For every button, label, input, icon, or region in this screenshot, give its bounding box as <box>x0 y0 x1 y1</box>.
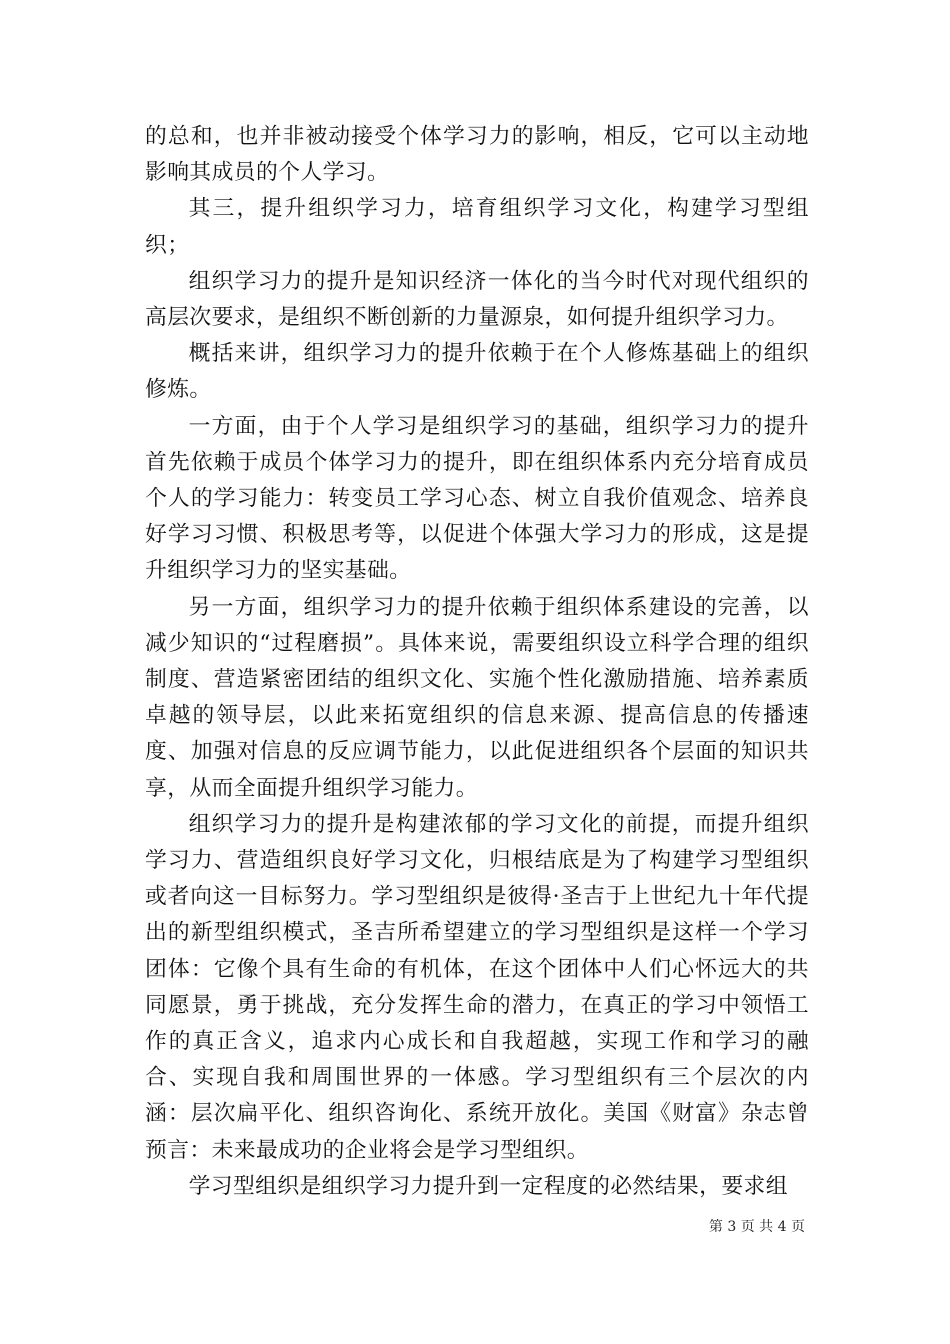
paragraph: 学习型组织是组织学习力提升到一定程度的必然结果，要求组 <box>188 1173 788 1199</box>
paragraph: 组织学习力的提升是知识经济一体化的当今时代对现代组织的高层次要求，是组织不断创新的力量源泉，如何提升组织学习力。 <box>145 268 809 331</box>
paragraph: 其三，提升组织学习力，培育组织学习文化，构建学习型组织； <box>145 196 809 258</box>
paragraph-continued: 的总和，也并非被动接受个体学习力的影响，相反，它可以主动地影响其成员的个人学习。 <box>145 124 809 186</box>
paragraph: 另一方面，组织学习力的提升依赖于组织体系建设的完善，以减少知识的“过程磨损”。具体来说，需要组织设立科学合理的组织制度、营造紧密团结的组织文化、实施个性化激励措施、培养素质卓越的领导层，以此来拓宽组织的信息来源、提高信息的传播速度、加强对信息的反应调节能力，以此促进组织各个层面的知识共享，从而全面提升组织学习能力。 <box>145 594 809 801</box>
paragraph: 概括来讲，组织学习力的提升依赖于在个人修炼基础上的组织修炼。 <box>145 341 809 403</box>
page-number-footer: 第 3 页 共 4 页 <box>708 1219 805 1235</box>
paragraph: 组织学习力的提升是构建浓郁的学习文化的前提，而提升组织学习力、营造组织良好学习文化，归根结底是为了构建学习型组织或者向这一目标努力。学习型组织是彼得·圣吉于上世纪九十年代提出的新型组织模式，圣吉所希望建立的学习型组织是这样一个学习团体：它像个具有生命的有机体，在这个团体中人们心怀远大的共同愿景，勇于挑战，充分发挥生命的潜力，在真正的学习中领悟工作的真正含义，追求内心成长和自我超越，实现工作和学习的融合、实现自我和周围世界的一体感。学习型组织有三个层次的内涵：层次扁平化、组织咨询化、系统开放化。美国《财富》杂志曾预言：未来最成功的企业将会是学习型组织。 <box>145 811 809 1163</box>
body-text <box>145 119 809 1205</box>
paragraph: 一方面，由于个人学习是组织学习的基础，组织学习力的提升首先依赖于成员个体学习力的提升，即在组织体系内充分培育成员个人的学习能力：转变员工学习心态、树立自我价值观念、培养良好学习习惯、积极思考等，以促进个体强大学习力的形成，这是提升组织学习力的坚实基础。 <box>145 413 809 584</box>
